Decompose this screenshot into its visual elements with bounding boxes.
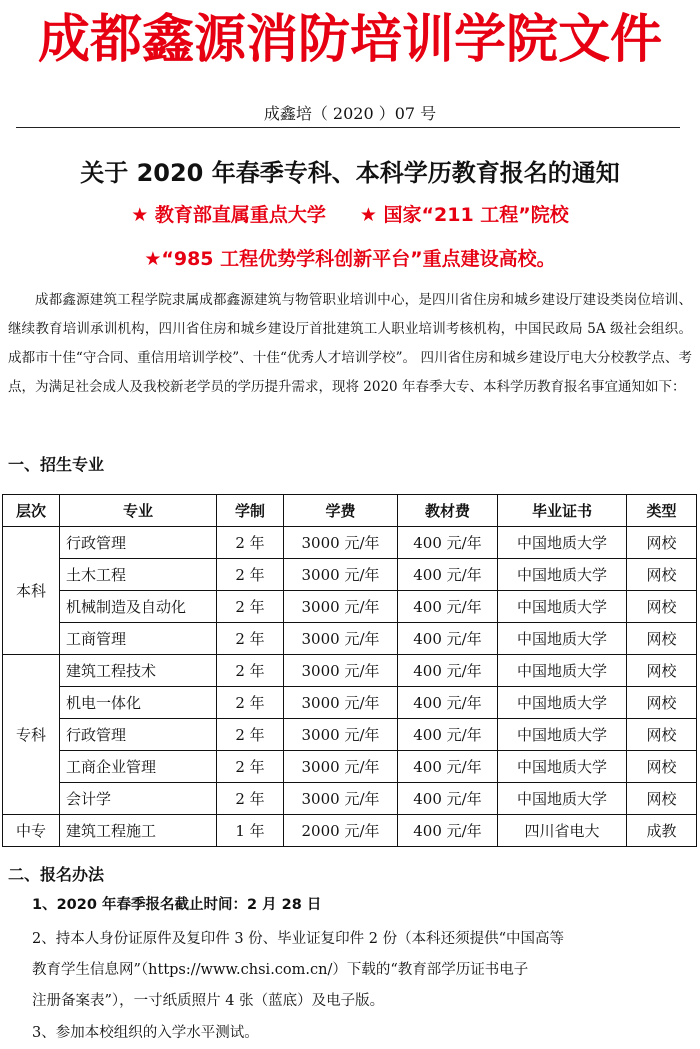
cell-textbook-fee: 400 元/年 <box>398 687 498 719</box>
cell-duration: 2 年 <box>217 751 284 783</box>
cell-textbook-fee: 400 元/年 <box>398 751 498 783</box>
cell-certificate: 中国地质大学 <box>498 559 627 591</box>
cell-duration: 2 年 <box>217 687 284 719</box>
header-textbook-fee: 教材费 <box>398 495 498 527</box>
cell-tuition: 3000 元/年 <box>284 719 398 751</box>
cell-major: 建筑工程施工 <box>60 815 217 847</box>
cell-textbook-fee: 400 元/年 <box>398 559 498 591</box>
cell-major: 机械制造及自动化 <box>60 591 217 623</box>
cell-tuition: 3000 元/年 <box>284 591 398 623</box>
table-row <box>3 687 697 719</box>
cell-major: 工商企业管理 <box>60 751 217 783</box>
cell-major: 行政管理 <box>60 719 217 751</box>
cell-type: 网校 <box>627 719 697 751</box>
cell-tuition: 3000 元/年 <box>284 687 398 719</box>
cell-certificate: 中国地质大学 <box>498 783 627 815</box>
step-deadline: 1、2020 年春季报名截止时间：2 月 28 日 <box>32 897 322 913</box>
table-row <box>3 527 697 559</box>
table-row <box>3 783 697 815</box>
cell-type: 网校 <box>627 527 697 559</box>
cell-certificate: 中国地质大学 <box>498 719 627 751</box>
header-major: 专业 <box>60 495 217 527</box>
intro-paragraph: 成都鑫源建筑工程学院隶属成都鑫源建筑与物管职业培训中心，是四川省住房和城乡建设厅建设类岗位培训、继续教育培训承训机构，四川省住房和城乡建设厅首批建筑工人职业培训考核机构，中国民政局 5A 级社会组织。成都市十佳“守合同、重信用培训学校”、十佳“优秀人才培训学校”。 四川省住房和城乡建设厅电大分校教学点、考点，为满足社会成人及我校新老学员的学历提升需求，现将 2020 年春季大专、本科学历教育报名事宜通知如下： <box>8 292 692 395</box>
notice-title: 关于 2020 年春季专科、本科学历教育报名的通知 <box>80 159 620 187</box>
cell-type: 网校 <box>627 623 697 655</box>
cell-major: 会计学 <box>60 783 217 815</box>
cell-major: 建筑工程技术 <box>60 655 217 687</box>
table-row <box>3 559 697 591</box>
cell-duration: 2 年 <box>217 559 284 591</box>
cell-major: 行政管理 <box>60 527 217 559</box>
section-heading-enrollment: 二、报名办法 <box>8 865 105 884</box>
highlight-line-2 <box>0 246 700 272</box>
header-certificate: 毕业证书 <box>498 495 627 527</box>
cell-duration: 1 年 <box>217 815 284 847</box>
table-row <box>3 591 697 623</box>
header-divider <box>16 127 680 128</box>
table-row <box>3 655 697 687</box>
document-number: 成鑫培（ 2020 ）07 号 <box>263 104 437 123</box>
step-documents-line-2: 教育学生信息网”（https://www.chsi.com.cn/）下载的“教育部学历证书电子 <box>32 962 529 978</box>
cell-textbook-fee: 400 元/年 <box>398 815 498 847</box>
table-row <box>3 623 697 655</box>
cell-type: 网校 <box>627 751 697 783</box>
table-row <box>3 815 697 847</box>
cell-type: 网校 <box>627 655 697 687</box>
highlight-line-1 <box>0 202 700 228</box>
cell-tuition: 3000 元/年 <box>284 527 398 559</box>
cell-tuition: 3000 元/年 <box>284 751 398 783</box>
cell-duration: 2 年 <box>217 655 284 687</box>
cell-textbook-fee: 400 元/年 <box>398 719 498 751</box>
cell-duration: 2 年 <box>217 623 284 655</box>
header-tuition: 学费 <box>284 495 398 527</box>
header-type: 类型 <box>627 495 697 527</box>
cell-certificate: 中国地质大学 <box>498 623 627 655</box>
majors-table <box>2 494 697 847</box>
cell-duration: 2 年 <box>217 719 284 751</box>
cell-textbook-fee: 400 元/年 <box>398 527 498 559</box>
document-header-title: 成都鑫源消防培训学院文件 <box>37 10 662 70</box>
highlight-985: ★“985 工程优势学科创新平台”重点建设高校。 <box>144 248 556 270</box>
header-level: 层次 <box>3 495 60 527</box>
cell-certificate: 中国地质大学 <box>498 591 627 623</box>
cell-duration: 2 年 <box>217 783 284 815</box>
table-row <box>3 751 697 783</box>
cell-level: 中专 <box>3 815 60 847</box>
table-row <box>3 719 697 751</box>
cell-certificate: 中国地质大学 <box>498 527 627 559</box>
cell-tuition: 3000 元/年 <box>284 655 398 687</box>
cell-type: 成教 <box>627 815 697 847</box>
cell-level: 本科 <box>3 527 60 655</box>
cell-textbook-fee: 400 元/年 <box>398 655 498 687</box>
section-heading-majors: 一、招生专业 <box>8 455 105 474</box>
cell-tuition: 3000 元/年 <box>284 623 398 655</box>
step-documents-line-1: 2、持本人身份证原件及复印件 3 份、毕业证复印件 2 份（本科还须提供“中国高等 <box>32 931 565 947</box>
table-header-row <box>3 495 697 527</box>
cell-type: 网校 <box>627 591 697 623</box>
cell-textbook-fee: 400 元/年 <box>398 623 498 655</box>
cell-type: 网校 <box>627 559 697 591</box>
cell-tuition: 3000 元/年 <box>284 559 398 591</box>
header-duration: 学制 <box>217 495 284 527</box>
cell-duration: 2 年 <box>217 591 284 623</box>
cell-type: 网校 <box>627 687 697 719</box>
cell-certificate: 中国地质大学 <box>498 655 627 687</box>
highlight-ministry: ★ 教育部直属重点大学 <box>131 204 326 226</box>
highlight-211: ★ 国家“211 工程”院校 <box>359 204 569 226</box>
cell-type: 网校 <box>627 783 697 815</box>
cell-tuition: 3000 元/年 <box>284 783 398 815</box>
cell-major: 土木工程 <box>60 559 217 591</box>
cell-major: 机电一体化 <box>60 687 217 719</box>
cell-tuition: 2000 元/年 <box>284 815 398 847</box>
cell-certificate: 中国地质大学 <box>498 687 627 719</box>
step-entrance-test: 3、参加本校组织的入学水平测试。 <box>32 1025 259 1041</box>
step-documents-line-3: 注册备案表”），一寸纸质照片 4 张（蓝底）及电子版。 <box>32 993 385 1009</box>
cell-textbook-fee: 400 元/年 <box>398 783 498 815</box>
cell-level: 专科 <box>3 655 60 815</box>
step-documents <box>32 924 672 1017</box>
cell-textbook-fee: 400 元/年 <box>398 591 498 623</box>
cell-certificate: 四川省电大 <box>498 815 627 847</box>
cell-major: 工商管理 <box>60 623 217 655</box>
cell-duration: 2 年 <box>217 527 284 559</box>
cell-certificate: 中国地质大学 <box>498 751 627 783</box>
